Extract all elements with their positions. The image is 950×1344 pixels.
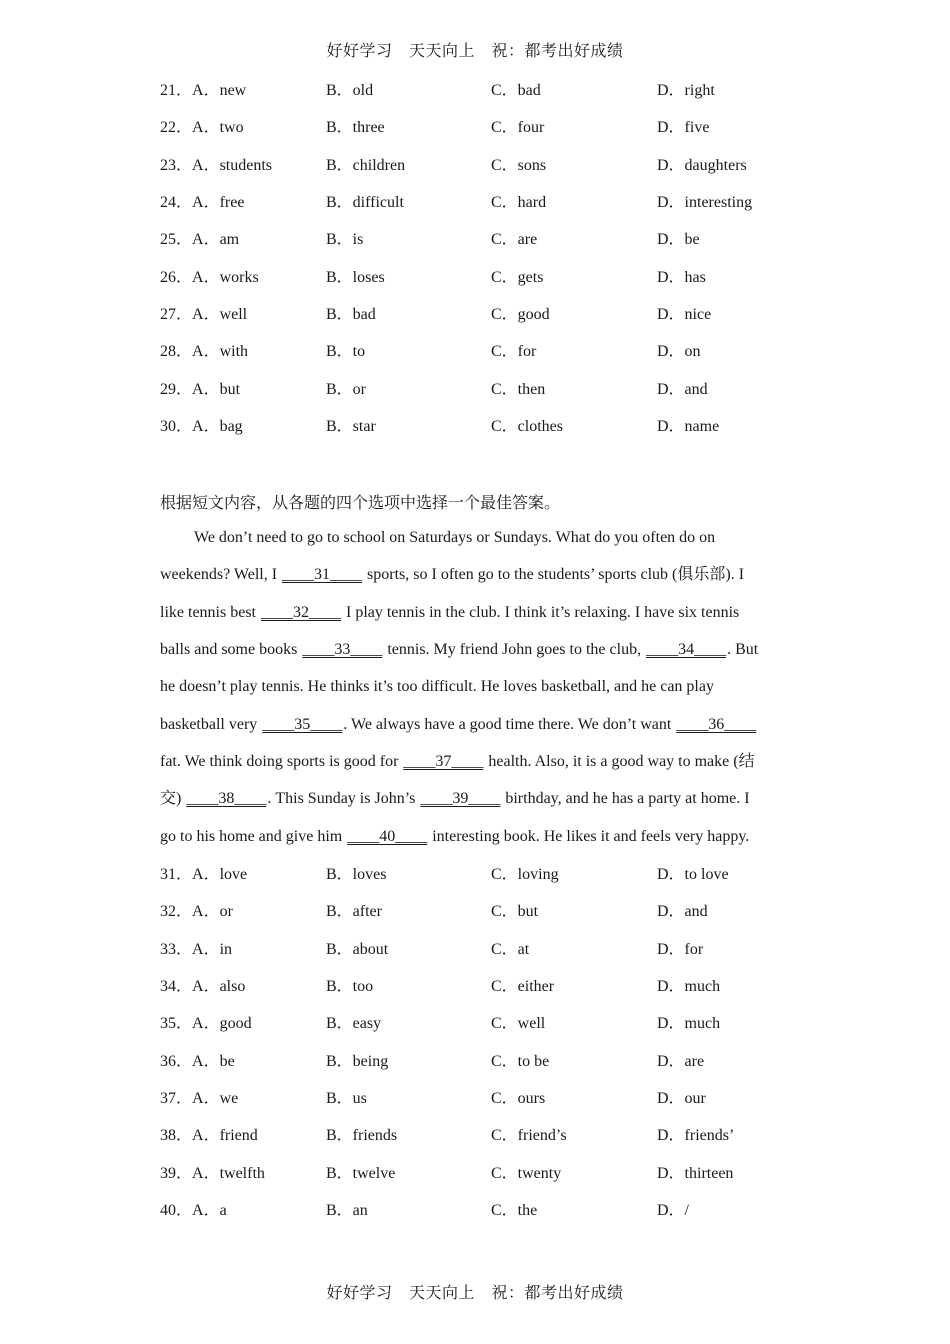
option-d: D．are	[657, 1052, 705, 1070]
question-row	[160, 341, 800, 378]
option-d: D．five	[657, 119, 710, 137]
question-number: 37．	[160, 1090, 193, 1108]
option-d: D．our	[657, 1090, 706, 1108]
passage-line	[160, 564, 786, 601]
option-a: A．but	[192, 380, 241, 398]
page-footer: 好好学习 天天向上 祝：都考出好成绩	[326, 1285, 624, 1302]
option-c: C．gets	[491, 268, 544, 286]
option-b: B．too	[326, 978, 374, 996]
option-c: C．friend’s	[491, 1127, 567, 1145]
question-row	[160, 304, 800, 341]
passage-line	[160, 788, 786, 825]
option-c: C．four	[491, 119, 545, 137]
option-b: B．after	[326, 903, 382, 921]
question-number-and-option-a	[160, 416, 243, 438]
question-number: 26．	[160, 268, 193, 286]
option-b: B．about	[326, 940, 389, 958]
option-d: D．be	[657, 231, 700, 249]
option-a: A．two	[192, 119, 244, 137]
option-a: A．a	[192, 1202, 227, 1220]
question-row	[160, 976, 800, 1013]
question-number: 38．	[160, 1127, 193, 1145]
question-number: 24．	[160, 194, 193, 212]
option-d: D．right	[657, 82, 715, 99]
option-b: B．star	[326, 418, 376, 436]
option-c: C．to be	[491, 1052, 550, 1070]
question-number: 31．	[160, 866, 193, 883]
question-row	[160, 1200, 800, 1237]
option-a: A．we	[192, 1090, 239, 1108]
option-b: B．loves	[326, 866, 387, 883]
question-number: 34．	[160, 978, 193, 996]
blank-35: ____35____	[262, 715, 343, 733]
question-number: 33．	[160, 940, 193, 958]
question-row	[160, 80, 800, 117]
blank-34: ____34____	[646, 641, 727, 659]
blank-38: ____38____	[186, 790, 267, 808]
option-b: B．an	[326, 1202, 368, 1220]
question-number: 32．	[160, 903, 193, 921]
question-number-and-option-a	[160, 1088, 238, 1110]
option-b: B．being	[326, 1052, 389, 1070]
question-row	[160, 939, 800, 976]
passage-line	[160, 676, 786, 713]
question-row	[160, 192, 800, 229]
question-row	[160, 229, 800, 266]
option-a: A．or	[192, 903, 233, 921]
option-a: A．well	[192, 306, 248, 324]
question-number: 35．	[160, 1015, 193, 1033]
passage-text: interesting book. He likes it and feels very happy.	[428, 827, 750, 845]
question-row	[160, 1088, 800, 1125]
question-number-and-option-a	[160, 1013, 252, 1035]
question-row	[160, 416, 800, 453]
option-b: B．to	[326, 343, 366, 361]
passage-text: . We always have a good time there. We don’t want	[343, 715, 676, 733]
passage-text: go to his home and give him	[160, 827, 347, 845]
question-number-and-option-a	[160, 1163, 265, 1185]
option-d: D．and	[657, 380, 708, 398]
option-d: D．much	[657, 978, 721, 996]
option-a: A．students	[192, 156, 273, 174]
passage-text: tennis. My friend John goes to the club,	[383, 641, 646, 659]
option-c: C．loving	[491, 866, 559, 883]
question-number-and-option-a	[160, 1051, 235, 1073]
question-row	[160, 1125, 800, 1162]
option-d: D．has	[657, 268, 706, 286]
question-number: 29．	[160, 380, 193, 398]
option-a: A．bag	[192, 418, 243, 436]
option-a: A．free	[192, 194, 245, 212]
passage-line	[160, 751, 786, 788]
option-c: C．well	[491, 1015, 546, 1033]
option-d: D．for	[657, 940, 704, 958]
option-b: B．is	[326, 231, 364, 249]
option-d: D．and	[657, 903, 708, 921]
passage-text: balls and some books	[160, 641, 302, 659]
option-b: B．loses	[326, 268, 385, 286]
blank-40: ____40____	[347, 827, 428, 845]
option-d: D．interesting	[657, 194, 753, 212]
passage-line	[160, 826, 786, 863]
question-number: 36．	[160, 1052, 193, 1070]
option-b: B．us	[326, 1090, 367, 1108]
question-number-and-option-a	[160, 864, 247, 886]
option-d: D．to love	[657, 866, 729, 883]
passage-text: We don’t need to go to school on Saturdays or Sundays. What do you often do on	[194, 529, 716, 546]
blank-39: ____39____	[420, 790, 501, 808]
passage-line	[160, 639, 786, 676]
passage-line	[160, 527, 786, 564]
option-c: C．then	[491, 380, 546, 398]
question-row	[160, 155, 800, 192]
question-row	[160, 1013, 800, 1050]
option-d: D．friends’	[657, 1127, 735, 1145]
option-d: D．daughters	[657, 156, 747, 174]
question-number-and-option-a	[160, 117, 244, 139]
question-number-and-option-a	[160, 229, 239, 251]
question-number: 27．	[160, 306, 193, 324]
option-b: B．twelve	[326, 1164, 396, 1182]
question-number: 22．	[160, 119, 193, 137]
option-b: B．bad	[326, 306, 376, 324]
option-a: A．am	[192, 231, 240, 249]
option-a: A．works	[192, 268, 259, 286]
option-d: D．name	[657, 418, 720, 436]
option-c: C．ours	[491, 1090, 546, 1108]
question-number-and-option-a	[160, 155, 272, 177]
option-a: A．new	[192, 82, 247, 99]
question-row	[160, 267, 800, 304]
question-number: 28．	[160, 343, 193, 361]
option-c: C．at	[491, 940, 530, 958]
cloze-passage	[160, 527, 786, 863]
option-d: D．/	[657, 1202, 690, 1220]
option-a: A．with	[192, 343, 249, 361]
option-b: B．friends	[326, 1127, 398, 1145]
passage-text: . This Sunday is John’s	[267, 790, 420, 808]
question-number-and-option-a	[160, 901, 233, 923]
blank-32: ____32____	[260, 603, 341, 621]
question-number-and-option-a	[160, 939, 232, 961]
option-a: A．good	[192, 1015, 252, 1033]
option-c: C．bad	[491, 82, 541, 99]
passage-line	[160, 714, 786, 751]
question-list-21-30	[160, 80, 800, 453]
option-a: A．twelfth	[192, 1164, 265, 1182]
option-a: A．love	[192, 866, 248, 883]
option-c: C．hard	[491, 194, 547, 212]
blank-36: ____36____	[676, 715, 757, 733]
option-b: B．three	[326, 119, 385, 137]
option-b: B．old	[326, 82, 374, 99]
question-row	[160, 901, 800, 938]
passage-text: weekends? Well, I	[160, 566, 282, 584]
passage-text: health. Also, it is a good way to make (结	[484, 753, 755, 771]
question-row	[160, 117, 800, 154]
passage-text: sports, so I often go to the students’ sports club (俱乐部). I	[363, 566, 745, 584]
passage-line	[160, 602, 786, 639]
option-d: D．on	[657, 343, 701, 361]
question-number: 25．	[160, 231, 193, 249]
option-b: B．or	[326, 380, 367, 398]
option-c: C．for	[491, 343, 537, 361]
option-a: A．also	[192, 978, 246, 996]
question-number-and-option-a	[160, 379, 240, 401]
question-number-and-option-a	[160, 976, 245, 998]
question-row	[160, 864, 800, 901]
question-number-and-option-a	[160, 80, 246, 102]
question-number: 21．	[160, 82, 193, 99]
passage-text: he doesn’t play tennis. He thinks it’s too difficult. He loves basketball, and he can play	[160, 678, 714, 696]
question-row	[160, 1163, 800, 1200]
question-number: 23．	[160, 156, 193, 174]
passage-text: fat. We think doing sports is good for	[160, 753, 403, 771]
option-a: A．be	[192, 1052, 235, 1070]
question-number-and-option-a	[160, 341, 248, 363]
option-b: B．children	[326, 156, 406, 174]
passage-text: basketball very	[160, 715, 262, 733]
passage-text: birthday, and he has a party at home. I	[501, 790, 750, 808]
question-number-and-option-a	[160, 267, 259, 289]
question-number: 30．	[160, 418, 193, 436]
passage-text: . But	[727, 641, 759, 659]
option-c: C．are	[491, 231, 538, 249]
option-b: B．difficult	[326, 194, 404, 212]
option-c: C．sons	[491, 156, 547, 174]
option-c: C．good	[491, 306, 550, 324]
question-list-31-40	[160, 864, 800, 1237]
option-c: C．but	[491, 903, 539, 921]
blank-37: ____37____	[403, 753, 484, 771]
option-d: D．thirteen	[657, 1164, 734, 1182]
passage-text: like tennis best	[160, 603, 260, 621]
section-instruction: 根据短文内容，从各题的四个选项中选择一个最佳答案。	[160, 495, 561, 512]
question-number-and-option-a	[160, 192, 244, 214]
blank-33: ____33____	[302, 641, 383, 659]
question-number-and-option-a	[160, 1200, 227, 1222]
option-a: A．friend	[192, 1127, 258, 1145]
option-c: C．clothes	[491, 418, 563, 436]
passage-text: 交)	[160, 790, 186, 808]
option-c: C．twenty	[491, 1164, 562, 1182]
question-number-and-option-a	[160, 304, 247, 326]
question-number: 39．	[160, 1164, 193, 1182]
question-row	[160, 379, 800, 416]
question-number: 40．	[160, 1202, 193, 1220]
blank-31: ____31____	[282, 566, 363, 584]
option-b: B．easy	[326, 1015, 382, 1033]
option-a: A．in	[192, 940, 233, 958]
option-c: C．either	[491, 978, 555, 996]
question-number-and-option-a	[160, 1125, 258, 1147]
passage-text: I play tennis in the club. I think it’s relaxing. I have six tennis	[341, 603, 740, 621]
page-header: 好好学习 天天向上 祝：都考出好成绩	[326, 43, 624, 60]
option-d: D．much	[657, 1015, 721, 1033]
option-c: C．the	[491, 1202, 538, 1220]
option-d: D．nice	[657, 306, 712, 324]
question-row	[160, 1051, 800, 1088]
